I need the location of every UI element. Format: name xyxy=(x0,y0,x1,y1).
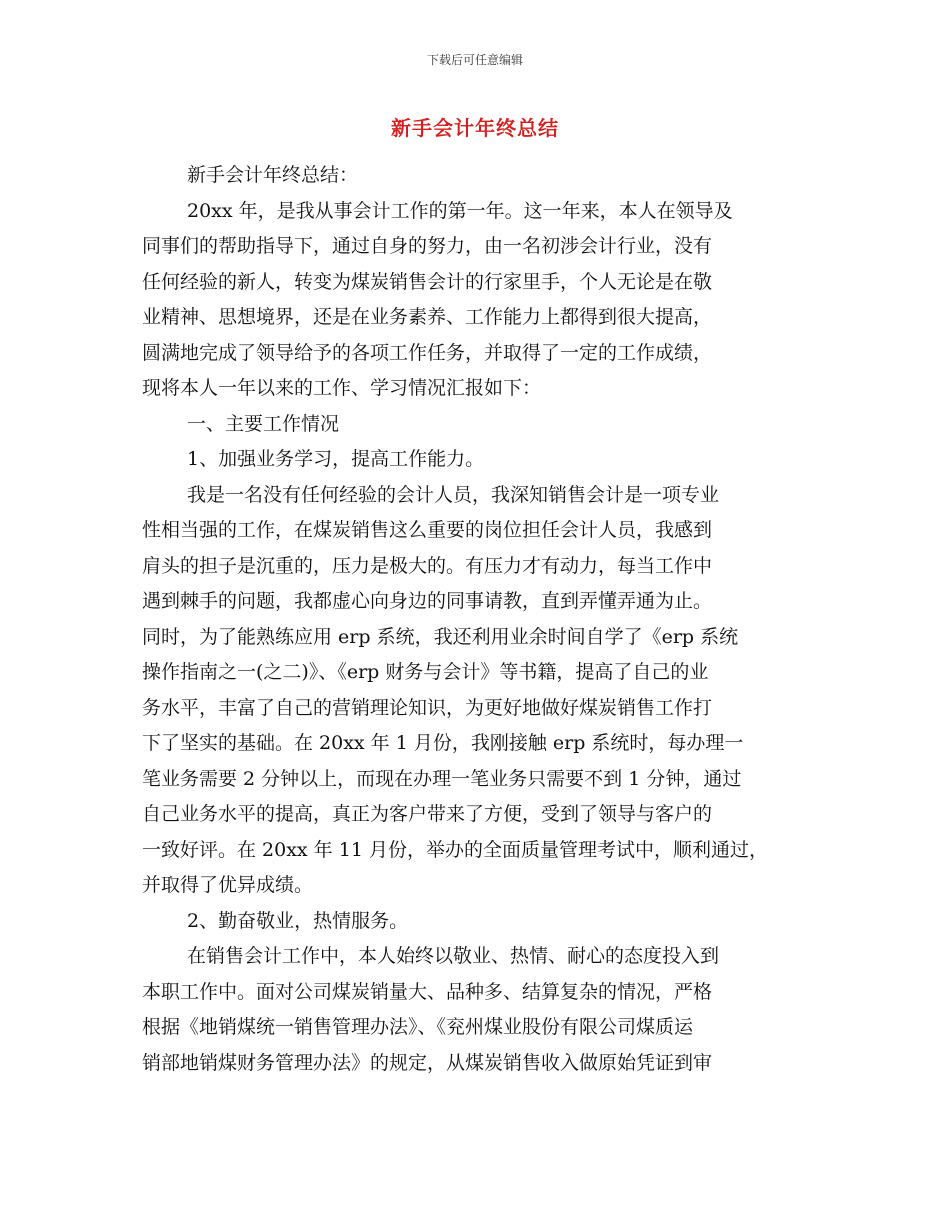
paragraph-line: 操作指南之一(之二)》、《erp 财务与会计》等书籍，提高了自己的业 xyxy=(142,661,709,683)
paragraph-line: 自己业务水平的提高，真正为客户带来了方便，受到了领导与客户的 xyxy=(142,803,713,825)
paragraph-line: 肩头的担子是沉重的，压力是极大的。有压力才有动力，每当工作中 xyxy=(142,554,713,577)
paragraph-line: 本职工作中。面对公司煤炭销量大、品种多、结算复杂的情况，严格 xyxy=(142,980,713,1003)
document-body xyxy=(142,158,822,1081)
section-heading: 一、主要工作情况 xyxy=(187,412,340,435)
paragraph-line: 现将本人一年以来的工作、学习情况汇报如下： xyxy=(142,377,542,399)
page-header-note: 下载后可任意编辑 xyxy=(426,53,523,67)
paragraph-line: 笔业务需要 2 分钟以上，而现在办理一笔业务只需要不到 1 分钟，通过 xyxy=(142,767,742,790)
paragraph-line: 20xx 年，是我从事会计工作的第一年。这一年来，本人在领导及 xyxy=(187,199,733,222)
paragraph-line: 务水平，丰富了自己的营销理论知识，为更好地做好煤炭销售工作打 xyxy=(142,696,713,719)
paragraph-line: 同时，为了能熟练应用 erp 系统，我还利用业余时间自学了《erp 系统 xyxy=(142,625,739,648)
subsection-heading: 2、勤奋敬业，热情服务。 xyxy=(187,909,409,932)
paragraph-line: 下了坚实的基础。在 20xx 年 1 月份，我刚接触 erp 系统时，每办理一 xyxy=(142,732,744,754)
paragraph-line: 在销售会计工作中，本人始终以敬业、热情、耐心的态度投入到 xyxy=(187,945,720,967)
paragraph-line: 一致好评。在 20xx 年 11 月份，举办的全面质量管理考试中，顺利通过， xyxy=(142,838,768,861)
paragraph-line: 性相当强的工作，在煤炭销售这么重要的岗位担任会计人员，我感到 xyxy=(142,519,713,541)
paragraph-line: 任何经验的新人，转变为煤炭销售会计的行家里手，个人无论是在敬 xyxy=(142,270,713,293)
paragraph-line: 遇到棘手的问题，我都虚心向身边的同事请教，直到弄懂弄通为止。 xyxy=(142,590,713,612)
paragraph-line: 业精神、思想境界，还是在业务素养、工作能力上都得到很大提高， xyxy=(142,306,713,328)
paragraph-line: 同事们的帮助指导下，通过自身的努力，由一名初涉会计行业，没有 xyxy=(142,235,713,257)
paragraph-line: 圆满地完成了领导给予的各项工作任务，并取得了一定的工作成绩， xyxy=(142,341,713,364)
paragraph-line: 销部地销煤财务管理办法》的规定，从煤炭销售收入做原始凭证到审 xyxy=(142,1051,713,1074)
paragraph-line: 根据《地销煤统一销售管理办法》、《兖州煤业股份有限公司煤质运 xyxy=(142,1016,694,1038)
paragraph-line: 并取得了优异成绩。 xyxy=(142,874,314,896)
subsection-heading: 1、加强业务学习，提高工作能力。 xyxy=(187,448,485,470)
paragraph-line: 我是一名没有任何经验的会计人员，我深知销售会计是一项专业 xyxy=(187,483,720,506)
document-title: 新手会计年终总结 xyxy=(391,116,559,140)
paragraph-line: 新手会计年终总结： xyxy=(187,164,359,186)
